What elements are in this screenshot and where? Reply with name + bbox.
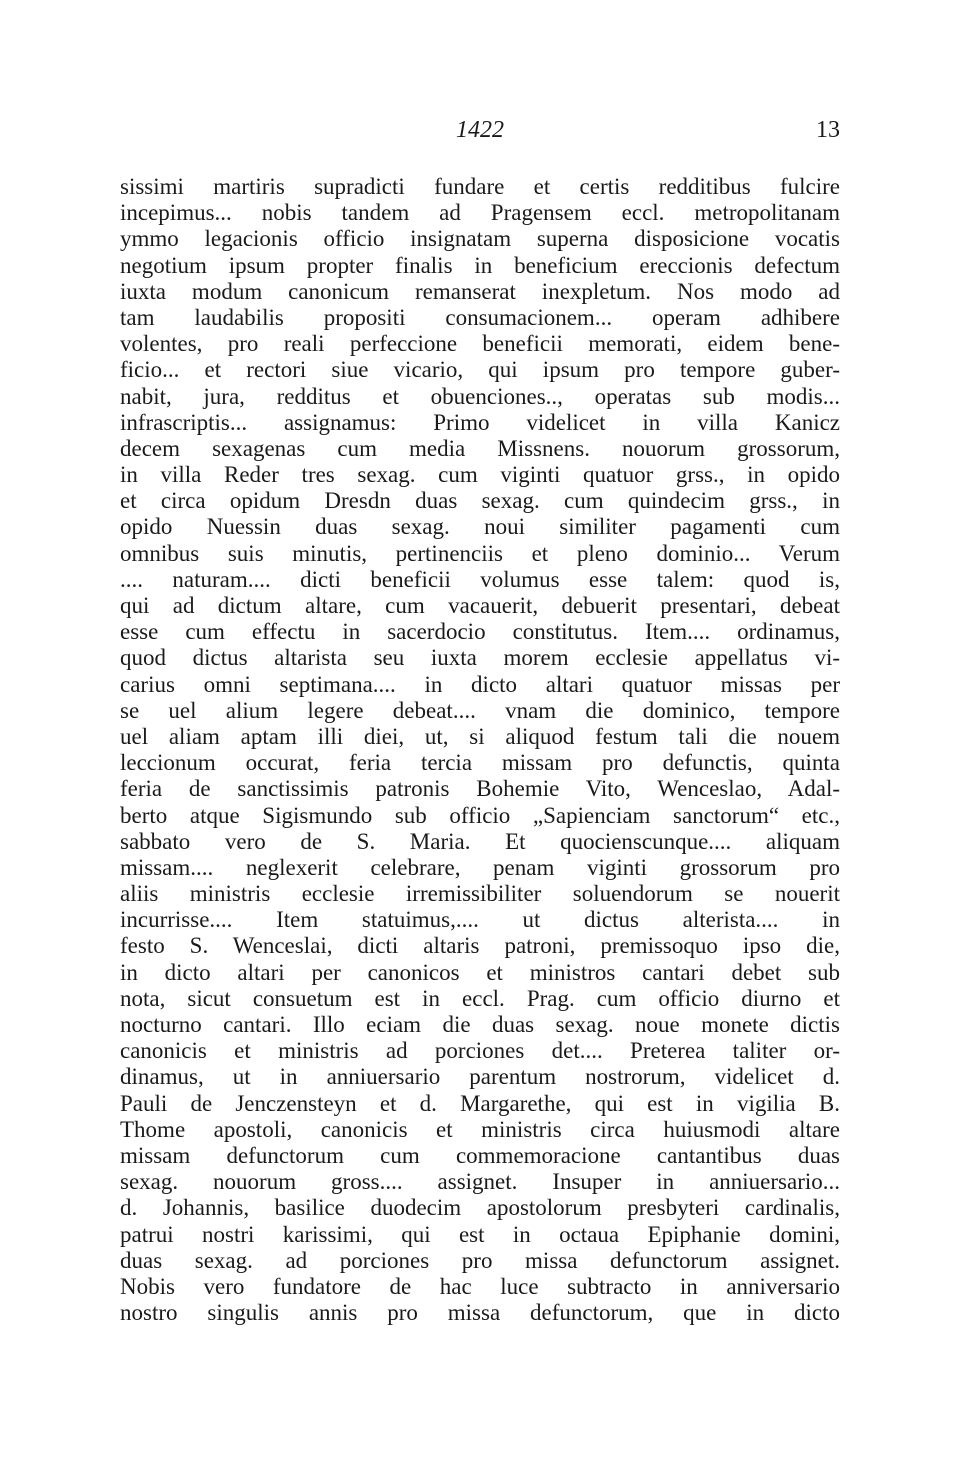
text-line: omnibus suis minutis, pertinenciis et pleno dominio... Verum bbox=[120, 540, 840, 566]
text-line: se uel alium legere debeat.... vnam die dominico, tempore bbox=[120, 697, 840, 723]
body-text bbox=[120, 174, 840, 1326]
text-line: uel aliam aptam illi diei, ut, si aliquod festum tali die nouem bbox=[120, 723, 840, 749]
text-line: in villa Reder tres sexag. cum viginti quatuor grss., in opido bbox=[120, 462, 840, 488]
text-line: .... naturam.... dicti beneficii volumus esse talem: quod is, bbox=[120, 566, 840, 592]
text-line: festo S. Wenceslai, dicti altaris patroni, premissoquo ipso die, bbox=[120, 933, 840, 959]
text-line: berto atque Sigismundo sub officio „Sapienciam sanctorum“ etc., bbox=[120, 802, 840, 828]
text-line: Thome apostoli, canonicis et ministris circa huiusmodi altare bbox=[120, 1116, 840, 1142]
text-line: in dicto altari per canonicos et ministros cantari debet sub bbox=[120, 959, 840, 985]
text-line: Nobis vero fundatore de hac luce subtracto in anniversario bbox=[120, 1273, 840, 1299]
text-line: incurrisse.... Item statuimus,.... ut dictus alterista.... in bbox=[120, 907, 840, 933]
text-line: decem sexagenas cum media Missnens. nouorum grossorum, bbox=[120, 435, 840, 461]
running-head-year: 1422 bbox=[456, 117, 504, 143]
text-line: ficio... et rectori siue vicario, qui ipsum pro tempore guber- bbox=[120, 357, 840, 383]
text-line: aliis ministris ecclesie irremissibiliter soluendorum se nouerit bbox=[120, 881, 840, 907]
text-line: esse cum effectu in sacerdocio constitutus. Item.... ordinamus, bbox=[120, 619, 840, 645]
text-line: missam.... neglexerit celebrare, penam viginti grossorum pro bbox=[120, 854, 840, 880]
text-line: patrui nostri karissimi, qui est in octaua Epiphanie domini, bbox=[120, 1221, 840, 1247]
text-line: sexag. nouorum gross.... assignet. Insuper in anniuersario... bbox=[120, 1169, 840, 1195]
text-line: Pauli de Jenczensteyn et d. Margarethe, qui est in vigilia B. bbox=[120, 1090, 840, 1116]
text-line: nocturno cantari. Illo eciam die duas sexag. noue monete dictis bbox=[120, 1012, 840, 1037]
text-line: d. Johannis, basilice duodecim apostolorum presbyteri cardinalis, bbox=[120, 1195, 840, 1221]
text-line: infrascriptis... assignamus: Primo videlicet in villa Kanicz bbox=[120, 409, 840, 435]
text-line: nostro singulis annis pro missa defunctorum, que in dicto bbox=[120, 1300, 840, 1326]
text-line: sissimi martiris supradicti fundare et certis redditibus fulcire bbox=[120, 174, 840, 199]
text-line: canonicis et ministris ad porciones det.... Preterea taliter or- bbox=[120, 1038, 840, 1064]
text-line: sabbato vero de S. Maria. Et quocienscunque.... aliquam bbox=[120, 828, 840, 854]
text-line: et circa opidum Dresdn duas sexag. cum quindecim grss., in bbox=[120, 488, 840, 514]
text-line: volentes, pro reali perfeccione beneficii memorati, eidem bene- bbox=[120, 331, 840, 357]
text-line: iuxta modum canonicum remanserat inexpletum. Nos modo ad bbox=[120, 278, 840, 304]
text-line: opido Nuessin duas sexag. noui similiter pagamenti cum bbox=[120, 514, 840, 540]
text-line: qui ad dictum altare, cum vacauerit, debuerit presentari, debeat bbox=[120, 593, 840, 618]
text-line: leccionum occurat, feria tercia missam pro defunctis, quinta bbox=[120, 750, 840, 776]
text-line: quod dictus altarista seu iuxta morem ecclesie appellatus vi- bbox=[120, 645, 840, 671]
text-line: ymmo legacionis officio insignatam superna disposicione vocatis bbox=[120, 226, 840, 252]
text-line: missam defunctorum cum commemoracione cantantibus duas bbox=[120, 1142, 840, 1168]
text-line: nota, sicut consuetum est in eccl. Prag. cum officio diurno et bbox=[120, 985, 840, 1011]
text-line: duas sexag. ad porciones pro missa defunctorum assignet. bbox=[120, 1247, 840, 1273]
text-line: feria de sanctissimis patronis Bohemie Vito, Wenceslao, Adal- bbox=[120, 776, 840, 802]
page-number: 13 bbox=[816, 117, 840, 143]
running-head bbox=[120, 114, 840, 146]
text-line: incepimus... nobis tandem ad Pragensem eccl. metropolitanam bbox=[120, 200, 840, 226]
text-line: negotium ipsum propter finalis in beneficium ereccionis defectum bbox=[120, 252, 840, 278]
text-line: tam laudabilis propositi consumacionem... operam adhibere bbox=[120, 304, 840, 330]
text-line: nabit, jura, redditus et obuenciones.., operatas sub modis... bbox=[120, 383, 840, 409]
text-line: dinamus, ut in anniuersario parentum nostrorum, videlicet d. bbox=[120, 1064, 840, 1090]
text-line: carius omni septimana.... in dicto altari quatuor missas per bbox=[120, 671, 840, 697]
